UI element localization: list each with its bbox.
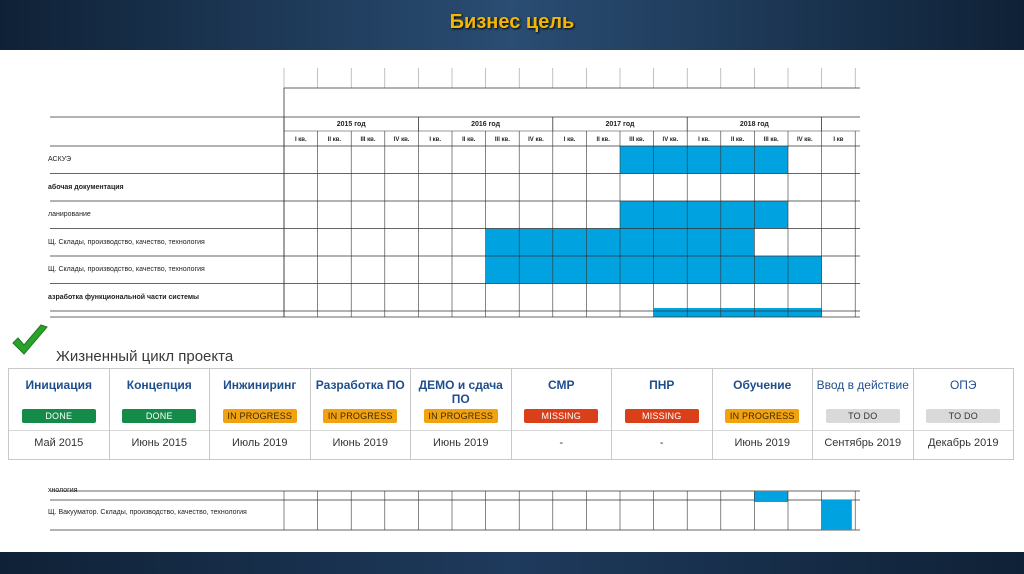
page-title: Бизнес цель <box>449 11 575 33</box>
status-badge: TO DO <box>926 409 1000 423</box>
gantt-bar-cell <box>788 256 822 284</box>
gantt-bar-cell <box>553 229 587 257</box>
status-badge: TO DO <box>826 409 900 423</box>
gantt-bar-cell <box>654 229 688 257</box>
status-badge: DONE <box>122 409 196 423</box>
gantt-bar-cell <box>486 229 520 257</box>
gantt-bar-cell <box>687 146 721 174</box>
quarter-label: IV кв. <box>662 137 679 143</box>
stage-name: СМР <box>547 378 575 392</box>
gantt-row-label: хнология <box>48 487 78 494</box>
stage-name: Обучение <box>733 378 792 392</box>
checkmark-icon <box>10 323 50 359</box>
quarter-label: I кв. <box>294 137 307 143</box>
quarter-label: III кв. <box>763 137 779 143</box>
quarter-label: I кв. <box>698 137 710 143</box>
gantt-bar-cell <box>486 256 520 284</box>
quarter-label: IV кв. <box>528 137 544 143</box>
gantt-bar-cell <box>654 308 688 317</box>
status-badge: IN PROGRESS <box>725 409 799 423</box>
year-label: 2015 год <box>336 121 366 128</box>
stage-date: Июнь 2019 <box>734 437 790 449</box>
divider <box>512 430 612 431</box>
status-badge: MISSING <box>524 409 598 423</box>
divider <box>813 430 913 431</box>
lifecycle-stage <box>713 369 814 459</box>
gantt-bar-cell <box>721 308 755 317</box>
divider <box>210 430 310 431</box>
stage-date: Июнь 2015 <box>131 437 187 449</box>
status-badge: MISSING <box>625 409 699 423</box>
gantt-bar-cell <box>519 256 553 284</box>
stage-name: Разработка ПО <box>315 378 405 392</box>
lifecycle-stage <box>9 369 110 459</box>
gantt-bar-cell <box>822 500 852 530</box>
quarter-label: II кв. <box>730 137 745 143</box>
quarter-label: III кв. <box>494 137 510 143</box>
gantt-row-label: АСКУЭ <box>48 156 72 163</box>
lifecycle-stage <box>210 369 311 459</box>
year-label: 2018 год <box>739 121 769 128</box>
lifecycle-stage <box>411 369 512 459</box>
gantt-bar-cell <box>721 229 755 257</box>
divider <box>914 430 1014 431</box>
stage-name: Инжиниринг <box>223 378 297 392</box>
gantt-bar-cell <box>754 146 788 174</box>
gantt-bar-cell <box>687 256 721 284</box>
gantt-bar-cell <box>620 229 654 257</box>
gantt-bar-cell <box>553 256 587 284</box>
stage-name: Инициация <box>25 378 92 392</box>
stage-date: - <box>659 437 664 449</box>
gantt-bar-cell <box>721 146 755 174</box>
gantt-bar-cell <box>754 308 788 317</box>
divider <box>110 430 210 431</box>
quarter-label: I кв. <box>429 137 442 143</box>
status-badge: IN PROGRESS <box>424 409 498 423</box>
gantt-row-label: ланирование <box>48 211 91 218</box>
gantt-bar-cell <box>754 201 788 229</box>
lifecycle-title: Жизненный цикл проекта <box>56 348 234 365</box>
gantt-bar-cell <box>687 308 721 317</box>
stage-name: ОПЭ <box>949 378 977 392</box>
lifecycle-stage <box>813 369 914 459</box>
year-label: 2016 год <box>471 121 501 128</box>
lifecycle-stage <box>612 369 713 459</box>
gantt-bar-cell <box>620 146 654 174</box>
stage-date: Декабрь 2019 <box>928 437 999 449</box>
stage-date: - <box>559 437 564 449</box>
stage-name: ДЕМО и сдача ПО <box>418 378 503 406</box>
lifecycle-stage <box>110 369 211 459</box>
gantt-bar-cell <box>586 229 620 257</box>
gantt-bar-cell <box>721 256 755 284</box>
quarter-label: III кв. <box>360 137 376 143</box>
gantt-row-label: Щ. Склады, производство, качество, технология <box>48 238 205 246</box>
quarter-label: II кв. <box>596 137 610 143</box>
divider <box>411 430 511 431</box>
stage-date: Сентябрь 2019 <box>824 437 902 449</box>
quarter-label: IV кв. <box>393 137 410 143</box>
stage-date: Июнь 2019 <box>332 437 388 449</box>
gantt-bar-cell <box>754 491 788 502</box>
gantt-bar-cell <box>586 256 620 284</box>
gantt-bar-cell <box>754 256 788 284</box>
divider <box>713 430 813 431</box>
gantt-row-label: абочая документация <box>48 183 124 191</box>
divider <box>9 430 109 431</box>
gantt-bar-cell <box>654 256 688 284</box>
stage-date: Июнь 2019 <box>433 437 489 449</box>
quarter-label: I кв <box>833 137 844 143</box>
stage-date: Май 2015 <box>34 437 84 449</box>
gantt-bar-cell <box>620 256 654 284</box>
quarter-label: III кв. <box>629 137 645 143</box>
lifecycle-stage <box>914 369 1014 459</box>
stage-date: Июль 2019 <box>231 437 288 449</box>
footer-bar <box>0 552 1024 574</box>
status-badge: IN PROGRESS <box>323 409 397 423</box>
gantt-bar-cell <box>654 201 688 229</box>
gantt-bar-cell <box>519 229 553 257</box>
year-label: 2017 год <box>605 121 635 128</box>
stage-name: ПНР <box>649 378 675 392</box>
gantt-bar-cell <box>788 308 822 317</box>
status-badge: DONE <box>22 409 96 423</box>
gantt-bar-cell <box>620 201 654 229</box>
quarter-label: I кв. <box>563 137 576 143</box>
lifecycle-stage <box>512 369 613 459</box>
gantt-row-label: Щ. Вакууматор. Склады, производство, качество, технология <box>48 509 247 516</box>
lifecycle-stage <box>311 369 412 459</box>
gantt-bar-cell <box>687 229 721 257</box>
quarter-label: II кв. <box>327 137 342 143</box>
status-badge: IN PROGRESS <box>223 409 297 423</box>
lifecycle-table <box>8 368 1014 460</box>
gantt-bar-cell <box>721 201 755 229</box>
divider <box>311 430 411 431</box>
stage-name: Ввод в действие <box>816 378 909 392</box>
gantt-row-label: Щ. Склады, производство, качество, технология <box>48 266 205 273</box>
quarter-label: IV кв. <box>796 137 813 143</box>
quarter-label: II кв. <box>462 137 476 143</box>
divider <box>612 430 712 431</box>
gantt-bar-cell <box>654 146 688 174</box>
gantt-bar-cell <box>687 201 721 229</box>
stage-name: Концепция <box>126 378 192 392</box>
gantt-row-label: азработка функциональной части системы <box>48 293 199 301</box>
